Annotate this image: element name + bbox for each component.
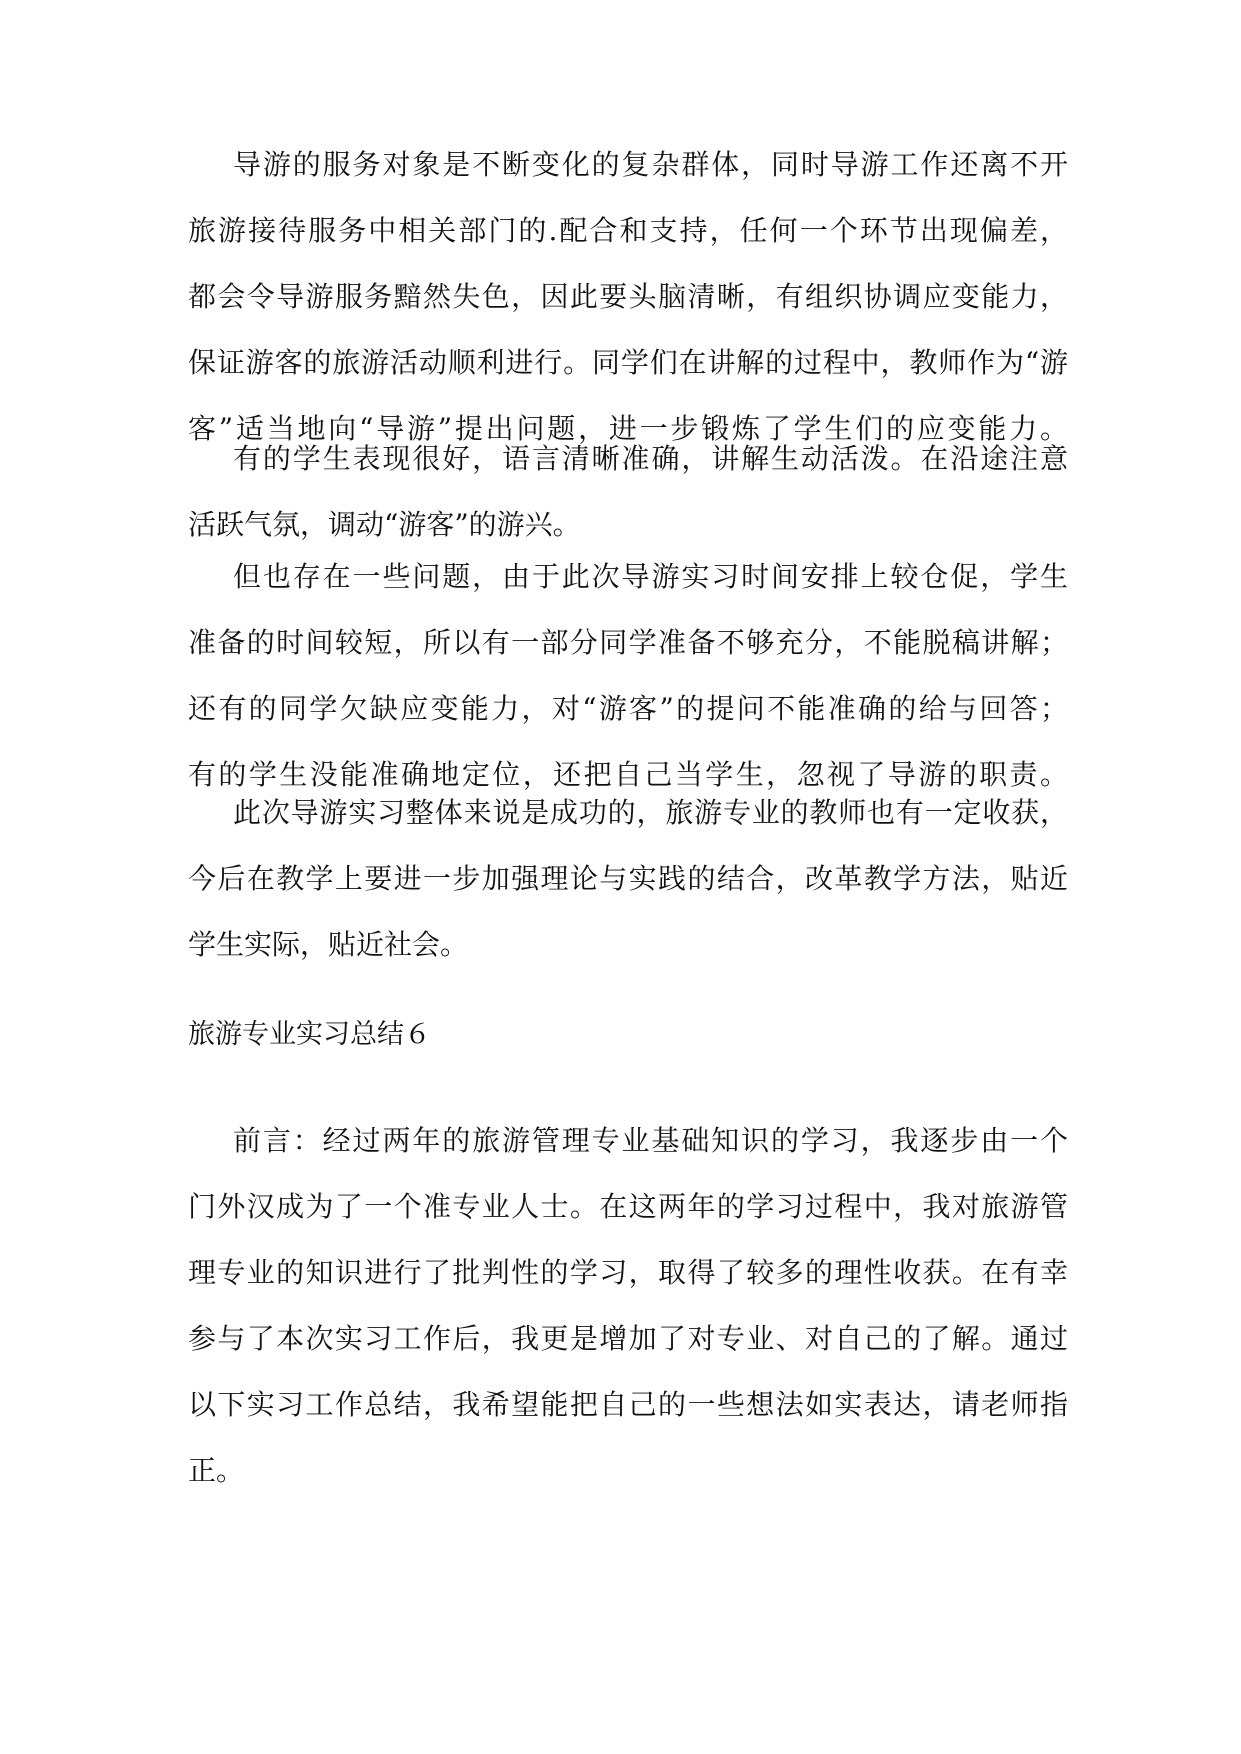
paragraph-line: 门外汉成为了一个准专业人士。在这两年的学习过程中，我对旅游管 [188, 1190, 1068, 1223]
paragraph-line: 保证游客的旅游活动顺利进行。同学们在讲解的过程中，教师作为“游 [188, 346, 1068, 379]
paragraph-line: 此次导游实习整体来说是成功的，旅游专业的教师也有一定收获， [233, 796, 1068, 829]
paragraph-line: 准备的时间较短，所以有一部分同学准备不够充分，不能脱稿讲解； [188, 626, 1068, 659]
paragraph-line: 但也存在一些问题，由于此次导游实习时间安排上较仓促，学生 [233, 560, 1068, 593]
paragraph-line: 前言：经过两年的旅游管理专业基础知识的学习，我逐步由一个 [233, 1124, 1068, 1157]
paragraph-line: 学生实际，贴近社会。 [188, 928, 469, 961]
paragraph-2 [188, 426, 1068, 558]
paragraph-4 [188, 780, 1068, 978]
preface-paragraph [188, 1108, 1068, 1504]
paragraph-line: 理专业的知识进行了批判性的学习，取得了较多的理性收获。在有幸 [188, 1256, 1068, 1289]
paragraph-line: 正。 [188, 1454, 245, 1487]
paragraph-line: 导游的服务对象是不断变化的复杂群体，同时导游工作还离不开 [233, 148, 1068, 181]
paragraph-1 [188, 132, 1068, 462]
paragraph-line: 客”适当地向“导游”提出问题，进一步锻炼了学生们的应变能力。 [188, 412, 1068, 445]
paragraph-line: 今后在教学上要进一步加强理论与实践的结合，改革教学方法，贴近 [188, 862, 1068, 895]
paragraph-line: 旅游接待服务中相关部门的.配合和支持，任何一个环节出现偏差， [188, 214, 1068, 247]
paragraph-line: 活跃气氛，调动“游客”的游兴。 [188, 508, 581, 541]
paragraph-line: 还有的同学欠缺应变能力，对“游客”的提问不能准确的给与回答； [188, 692, 1068, 725]
paragraph-line: 以下实习工作总结，我希望能把自己的一些想法如实表达，请老师指 [188, 1388, 1068, 1421]
paragraph-line: 都会令导游服务黯然失色，因此要头脑清晰，有组织协调应变能力， [188, 280, 1068, 313]
paragraph-3 [188, 544, 1068, 808]
paragraph-line: 有的学生表现很好，语言清晰准确，讲解生动活泼。在沿途注意 [233, 442, 1068, 475]
section-heading: 旅游专业实习总结６ [188, 1019, 431, 1050]
paragraph-line: 参与了本次实习工作后，我更是增加了对专业、对自己的了解。通过 [188, 1322, 1068, 1355]
paragraph-line: 有的学生没能准确地定位，还把自己当学生，忽视了导游的职责。 [188, 758, 1068, 791]
